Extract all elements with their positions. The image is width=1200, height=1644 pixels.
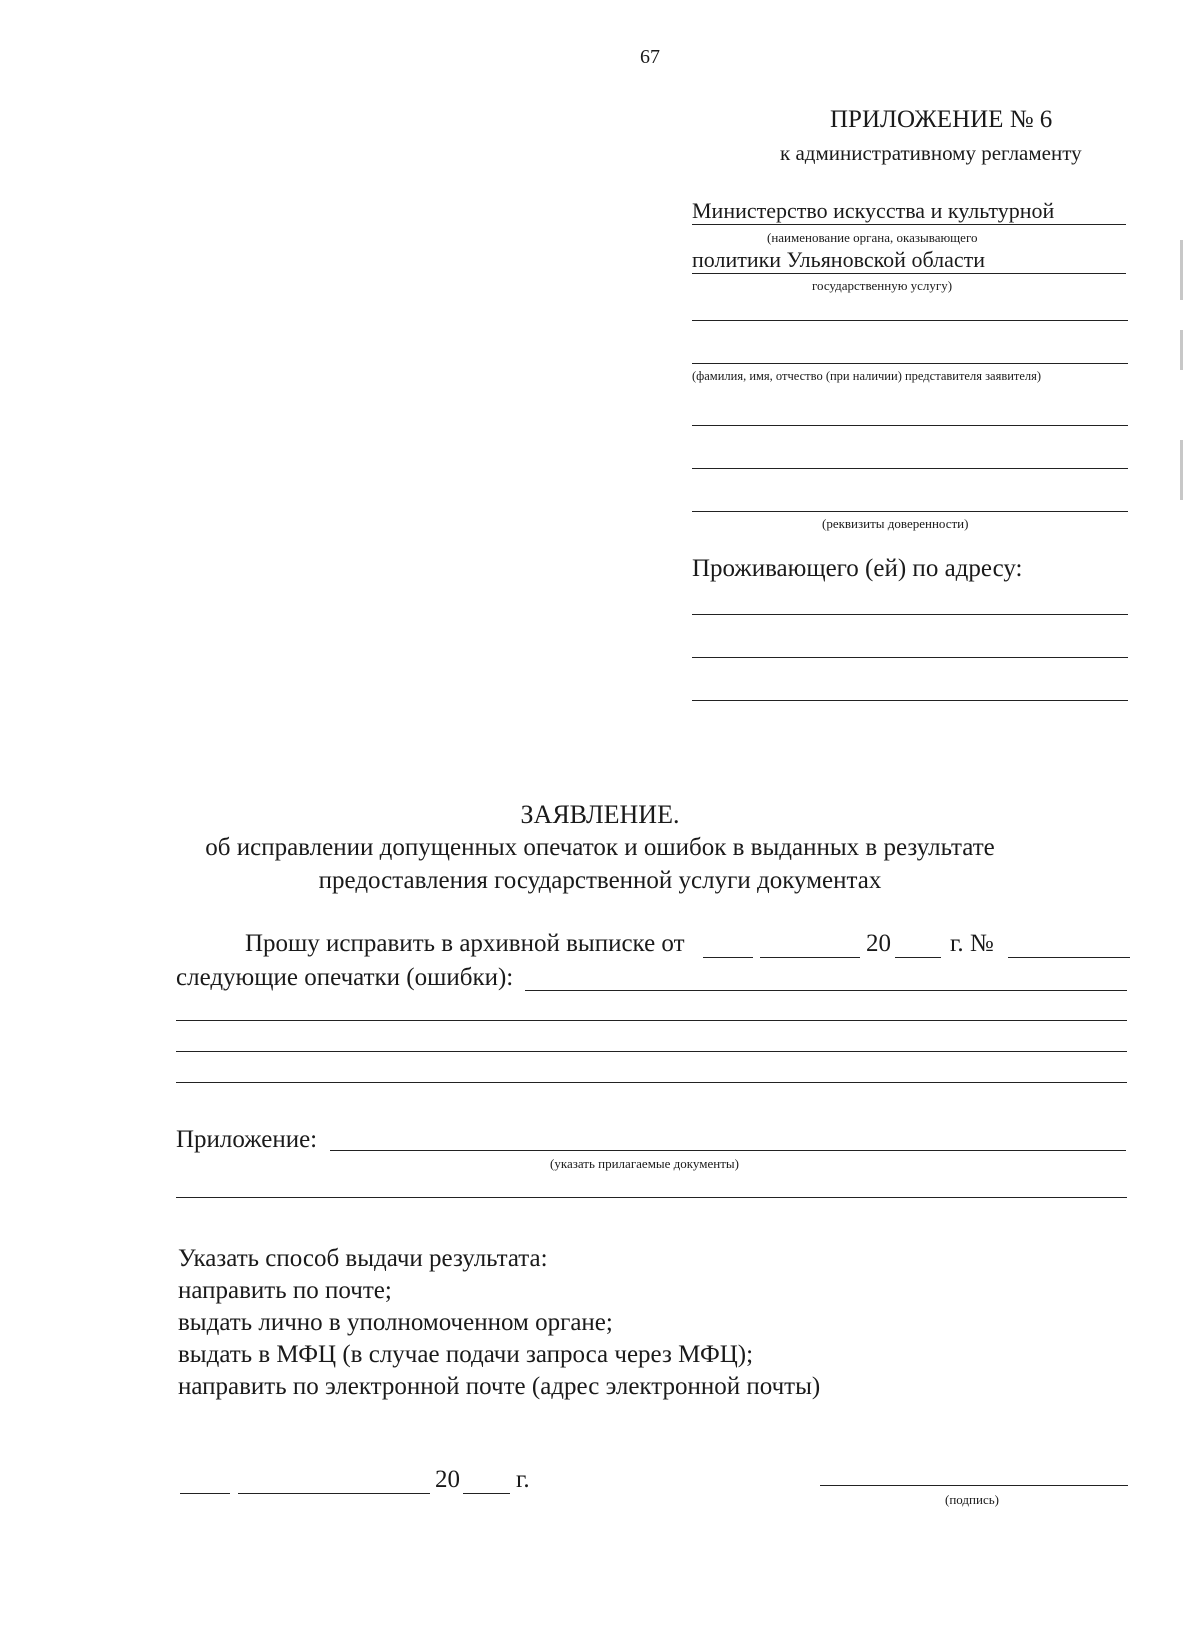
sign-year-prefix: 20 (435, 1466, 460, 1493)
delivery-option[interactable]: выдать в МФЦ (в случае подачи запроса через МФЦ); (178, 1341, 754, 1368)
blank-line[interactable] (692, 320, 1128, 321)
statement-subtitle-line1: об исправлении допущенных опечаток и ошибок в выданных в результате (205, 834, 995, 861)
poa-details-line[interactable] (692, 511, 1128, 512)
sign-date-month-line[interactable] (238, 1493, 430, 1494)
statement-title: ЗАЯВЛЕНИЕ. (520, 800, 680, 829)
address-label: Проживающего (ей) по адресу: (692, 555, 1023, 582)
statement-subtitle-line2: предоставления государственной услуги документах (318, 867, 882, 894)
representative-name-line[interactable] (692, 363, 1128, 364)
representative-hint: (фамилия, имя, отчество (при наличии) представителя заявителя) (692, 369, 1042, 383)
address-line[interactable] (692, 657, 1128, 658)
request-number-label: г. № (950, 930, 994, 957)
delivery-option[interactable]: направить по почте; (178, 1277, 392, 1304)
address-line[interactable] (692, 614, 1128, 615)
request-prefix: Прошу исправить в архивной выписке от (245, 930, 685, 957)
blank-line[interactable] (692, 425, 1128, 426)
org-hint1: (наименование органа, оказывающего (767, 230, 978, 245)
attachment-label: Приложение: (176, 1126, 318, 1153)
org-line2-underline (692, 273, 1126, 274)
blank-line[interactable] (692, 468, 1128, 469)
page-number: 67 (640, 46, 660, 68)
poa-hint: (реквизиты доверенности) (822, 516, 969, 531)
appendix-subtitle: к административному регламенту (780, 141, 1082, 165)
org-name-line2: политики Ульяновской области (692, 247, 985, 272)
signature-line[interactable] (820, 1485, 1128, 1486)
delivery-option[interactable]: направить по электронной почте (адрес электронной почты) (178, 1373, 821, 1400)
address-line[interactable] (692, 700, 1128, 701)
date-year-line[interactable] (895, 957, 941, 958)
delivery-heading: Указать способ выдачи результата: (178, 1245, 548, 1272)
delivery-option[interactable]: выдать лично в уполномоченном органе; (178, 1309, 613, 1336)
attachment-line[interactable] (330, 1150, 1126, 1151)
sign-year-suffix: г. (516, 1466, 530, 1493)
scan-edge-mark (1180, 440, 1183, 500)
errors-line[interactable] (176, 1051, 1127, 1052)
sign-year-line[interactable] (463, 1493, 510, 1494)
org-line1-underline (692, 224, 1126, 225)
org-name-line1: Министерство искусства и культурной (692, 198, 1055, 223)
request-year-prefix: 20 (866, 930, 891, 957)
appendix-title: ПРИЛОЖЕНИЕ № 6 (830, 106, 1053, 133)
scan-edge-mark (1180, 330, 1183, 370)
sign-date-day-line[interactable] (180, 1493, 230, 1494)
signature-hint: (подпись) (945, 1492, 999, 1507)
date-month-line[interactable] (760, 957, 860, 958)
date-day-line[interactable] (703, 957, 753, 958)
errors-line[interactable] (176, 1082, 1127, 1083)
scan-edge-mark (1180, 240, 1183, 300)
errors-line[interactable] (525, 990, 1127, 991)
attachment-line[interactable] (176, 1197, 1127, 1198)
document-number-line[interactable] (1008, 957, 1130, 958)
attachment-hint: (указать прилагаемые документы) (550, 1156, 739, 1171)
org-hint2: государственную услугу) (812, 278, 953, 293)
errors-label: следующие опечатки (ошибки): (176, 964, 514, 991)
errors-line[interactable] (176, 1020, 1127, 1021)
